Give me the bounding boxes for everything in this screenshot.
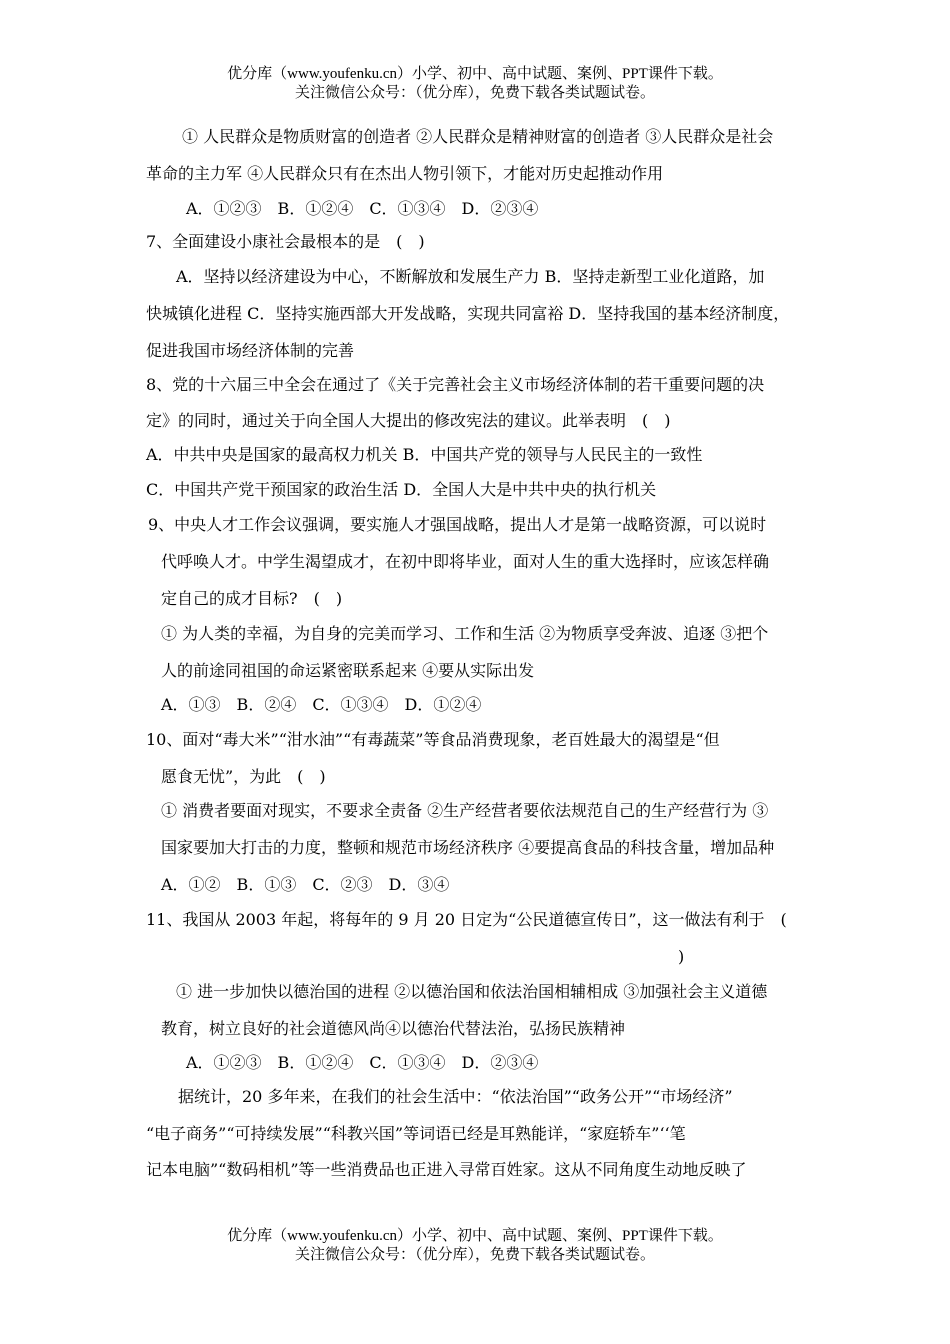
q8-stem-line-2: 定》的同时，通过关于向全国人大提出的修改宪法的建议。此举表明 ( ) (146, 411, 671, 430)
page-footer (0, 1227, 950, 1265)
q8-stem-line-1: 8、党的十六届三中全会在通过了《关于完善社会主义市场经济体制的若干重要问题的决 (146, 375, 765, 394)
q10-statements-line-1: ① 消费者要面对现实，不要求全责备 ②生产经营者要依法规范自己的生产经营行为 ③ (161, 801, 769, 820)
q8-options-line-1: A．中共中央是国家的最高权力机关 B．中国共产党的领导与人民民主的一致性 (146, 445, 703, 464)
q11-statements-line-1: ① 进一步加快以德治国的进程 ②以德治国和依法治国相辅相成 ③加强社会主义道德 (176, 982, 768, 1001)
q9-statements-line-1: ① 为人类的幸福，为自身的完美而学习、工作和生活 ②为物质享受奔波、追逐 ③把个 (161, 624, 769, 643)
q7-options-line-2: 快城镇化进程 C．坚持实施西部大开发战略，实现共同富裕 D．坚持我国的基本经济制度， (146, 304, 790, 323)
q6-options: A．①②③ B．①②④ C．①③④ D．②③④ (186, 199, 539, 218)
footer-line-2: 关注微信公众号：（优分库），免费下载各类试题试卷。 (294, 1247, 655, 1263)
q10-stem-line-2: 愿食无忧”，为此 ( ) (161, 767, 326, 786)
q9-stem-line-3: 定自己的成才目标? ( ) (161, 589, 343, 608)
page-header (0, 65, 950, 103)
passage-line-1: 据统计，20 多年来，在我们的社会生活中：“依法治国”“政务公开”“市场经济” (178, 1087, 733, 1106)
q6-statements-line-2: 革命的主力军 ④人民群众只有在杰出人物引领下，才能对历史起推动作用 (146, 164, 664, 183)
passage-line-3: 记本电脑”“数码相机”等一些消费品也正进入寻常百姓家。这从不同角度生动地反映了 (146, 1160, 747, 1179)
q9-options: A．①③ B．②④ C．①③④ D．①②④ (161, 695, 482, 714)
q7-stem: 7、全面建设小康社会最根本的是 ( ) (146, 232, 425, 251)
q7-options-line-3: 促进我国市场经济体制的完善 (146, 341, 355, 360)
q9-stem-line-1: 9、中央人才工作会议强调，要实施人才强国战略，提出人才是第一战略资源，可以说时 (148, 515, 767, 534)
q6-statements-line-1: ① 人民群众是物质财富的创造者 ②人民群众是精神财富的创造者 ③人民群众是社会 (182, 127, 774, 146)
q10-statements-line-2: 国家要加大打击的力度，整顿和规范市场经济秩序 ④要提高食品的科技含量，增加品种 (161, 838, 775, 857)
q11-statements-line-2: 教育，树立良好的社会道德风尚④以德治代替法治，弘扬民族精神 (161, 1019, 626, 1038)
q11-options: A．①②③ B．①②④ C．①③④ D．②③④ (186, 1053, 539, 1072)
q9-statements-line-2: 人的前途同祖国的命运紧密联系起来 ④要从实际出发 (161, 661, 535, 680)
header-line-2: 关注微信公众号：（优分库），免费下载各类试题试卷。 (294, 85, 655, 101)
q9-stem-line-2: 代呼唤人才。中学生渴望成才，在初中即将毕业，面对人生的重大选择时，应该怎样确 (161, 552, 770, 571)
q10-options: A．①② B．①③ C．②③ D．③④ (161, 875, 450, 894)
q8-options-line-2: C．中国共产党干预国家的政治生活 D．全国人大是中共中央的执行机关 (146, 480, 657, 499)
footer-line-1: 优分库（www.youfenku.cn）小学、初中、高中试题、案例、PPT课件下载。 (227, 1228, 723, 1244)
q7-options-line-1: A．坚持以经济建设为中心，不断解放和发展生产力 B．坚持走新型工业化道路，加 (176, 267, 765, 286)
header-line-1: 优分库（www.youfenku.cn）小学、初中、高中试题、案例、PPT课件下载。 (227, 66, 723, 82)
q11-stem-line-2: ) (678, 947, 685, 966)
q11-stem-line-1: 11、我国从 2003 年起，将每年的 9 月 20 日定为“公民道德宣传日”，这一做法有利于 ( (146, 910, 787, 929)
passage-line-2: “电子商务”“可持续发展”“科教兴国”等词语已经是耳熟能详，“家庭轿车”‘‘笔 (146, 1124, 686, 1143)
q10-stem-line-1: 10、面对“毒大米”“泔水油”“有毒蔬菜”等食品消费现象，老百姓最大的渴望是“但 (146, 730, 720, 749)
